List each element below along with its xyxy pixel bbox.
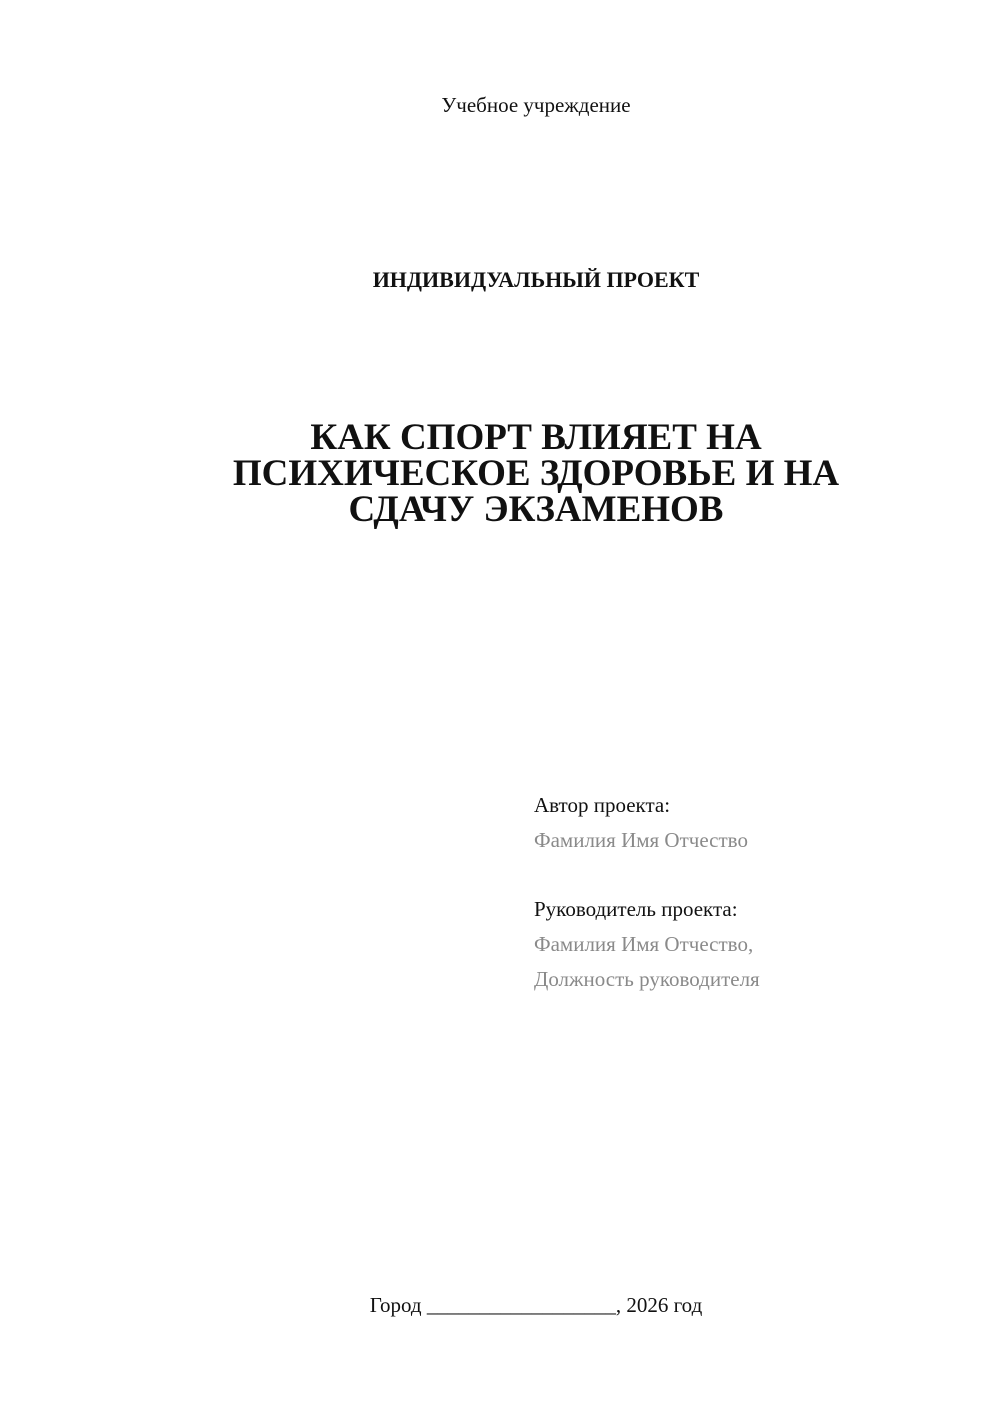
institution-name: Учебное учреждение xyxy=(441,93,631,117)
project-info-block xyxy=(534,788,974,997)
author-label: Автор проекта: xyxy=(534,793,671,817)
supervisor-name-placeholder: Фамилия Имя Отчество, xyxy=(534,932,754,956)
project-title-line: СДАЧУ ЭКЗАМЕНОВ xyxy=(348,489,724,530)
city-blank-line: __________________ xyxy=(426,1293,616,1317)
city-label: Город xyxy=(369,1293,422,1317)
project-title-line: ПСИХИЧЕСКОЕ ЗДОРОВЬЕ И НА xyxy=(232,453,840,494)
author-name-placeholder: Фамилия Имя Отчество xyxy=(534,828,748,852)
supervisor-position-placeholder: Должность руководителя xyxy=(534,967,760,991)
document-type-heading: ИНДИВИДУАЛЬНЫЙ ПРОЕКТ xyxy=(372,267,700,292)
project-title xyxy=(0,417,1000,530)
info-spacer xyxy=(534,858,974,892)
project-title-line: КАК СПОРТ ВЛИЯЕТ НА xyxy=(310,417,762,458)
supervisor-label: Руководитель проекта: xyxy=(534,897,738,921)
year-text: , 2026 год xyxy=(615,1293,703,1317)
city-year-line xyxy=(0,1290,1000,1320)
